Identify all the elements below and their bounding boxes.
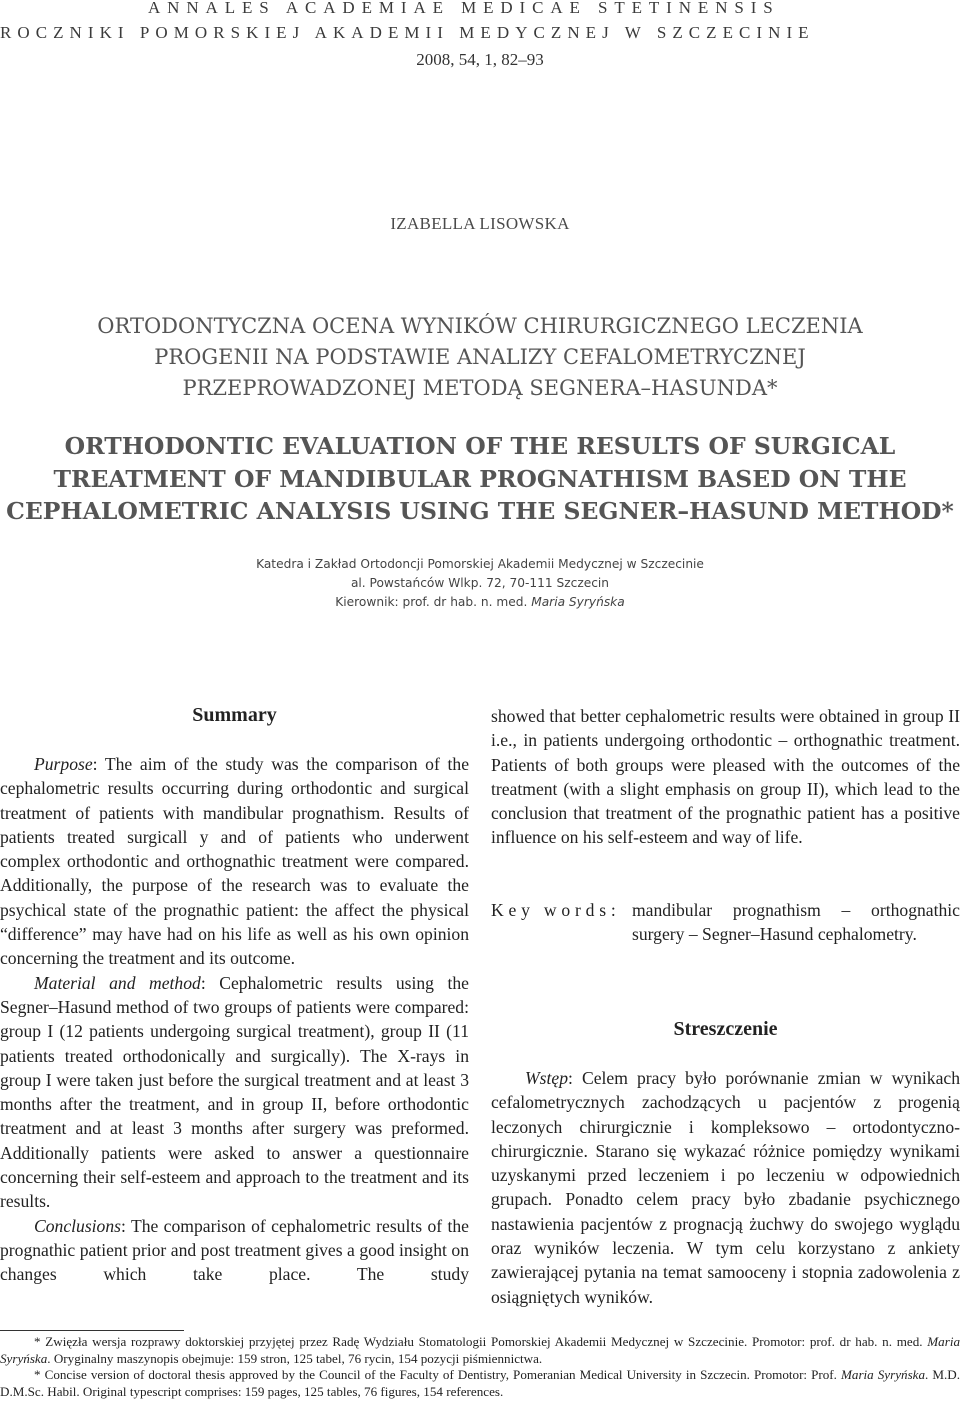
streszczenie-heading: Streszczenie xyxy=(673,1018,778,1040)
method-label: Material and method xyxy=(34,972,201,993)
footnote-rule xyxy=(0,1330,184,1331)
footnote-pl-promotor: Maria Syryńska xyxy=(0,1334,960,1366)
keywords-label: Key words: xyxy=(491,900,621,920)
conclusions-label: Conclusions xyxy=(34,1215,121,1236)
title-pl-line-2: PROGENII NA PODSTAWIE ANALIZY CEFALOMETRYCZNEJ xyxy=(154,345,806,369)
footnotes xyxy=(0,1334,960,1401)
affiliation-address: al. Powstańców Wlkp. 72, 70-111 Szczecin xyxy=(350,576,610,590)
keywords-block xyxy=(491,898,960,947)
title-pl-line-3: PRZEPROWADZONEJ METODĄ SEGNERA–HASUNDA* xyxy=(182,376,778,400)
affiliation-head-name: Maria Syryńska xyxy=(531,595,625,609)
streszczenie-label: Wstęp xyxy=(525,1068,568,1088)
keywords-text: mandibular prognathism – orthognathic surgery – Segner–Hasund cephalometry. xyxy=(632,900,960,945)
footnote-pl-text-a: * Zwięzła wersja rozprawy doktorskiej przyjętej przez Radę Wydziału Stomatologii Pomorskiej Akademii Medycznej w Szczecinie. Promotor: prof. dr hab. n. med. xyxy=(34,1334,928,1349)
footnote-en-promotor: Maria Syryńska xyxy=(840,1367,926,1383)
affiliation-head-prefix: Kierownik: prof. dr hab. n. med. xyxy=(335,595,532,609)
streszczenie-paragraph xyxy=(491,1066,960,1309)
footnote-polish xyxy=(0,1334,960,1367)
purpose-paragraph xyxy=(0,752,469,971)
title-en-line-3: CEPHALOMETRIC ANALYSIS USING THE SEGNER–HASUND METHOD* xyxy=(6,497,954,525)
title-en-line-1: ORTHODONTIC EVALUATION OF THE RESULTS OF SURGICAL xyxy=(64,432,896,460)
streszczenie-text: : Celem pracy było porównanie zmian w wynikach cefalometrycznych zachodzących u pacjentów z progenią leczonych chirurgicznie i kompleksowo – ortodontyczno-chirurgicznie. Starano się wykazać różnice pomiędzy wynikami uzyskanymi przed leczeniem i po leczeniu w odpowiednich grupach. Ponadto celem pracy było zbadanie psychicznego nastawienia pacjentów z prognacją żuchwy do swojego wyglądu oraz wyników leczenia. W tym celu korzystano z ankiety zawierającej pytania na temat samooceny i stopnia zadowolenia z osiągniętych wyników. xyxy=(491,1068,960,1307)
author-name: IZABELLA LISOWSKA xyxy=(390,214,570,233)
title-pl-line-1: ORTODONTYCZNA OCENA WYNIKÓW CHIRURGICZNEGO LECZENIA xyxy=(97,314,863,338)
purpose-label: Purpose xyxy=(34,754,93,774)
affiliation-head xyxy=(0,595,960,609)
affiliation-department: Katedra i Zakład Ortodoncji Pomorskiej Akademii Medycznej w Szczecinie xyxy=(256,557,704,571)
conclusions-text: : The comparison of cephalometric results of the prognathic patient prior and post treatment gives a good insight on changes which take place. The study xyxy=(0,1215,469,1285)
journal-name-latin: ANNALES ACADEMIAE MEDICAE STETINENSIS xyxy=(148,0,780,17)
conclusions-paragraph xyxy=(0,1214,469,1287)
streszczenie-block xyxy=(491,1066,960,1309)
summary-heading: Summary xyxy=(192,704,277,726)
purpose-text: : The aim of the study was the comparison of the cephalometric results occurring during orthodontic and surgical treatment of patients with mandibular prognathism. Results of patients treated surgicall y and of patients who underwent complex orthodontic and orthognathic treatment were compared. Additionally, the purpose of the research was to evaluate the psychical state of the prognathic patient: the affect the physical “difference” may have had on his life as well as his own opinion concerning the treatment and its outcome. xyxy=(0,754,469,969)
title-en-line-2: TREATMENT OF MANDIBULAR PROGNATHISM BASED ON THE xyxy=(53,465,907,493)
method-paragraph xyxy=(0,971,469,1214)
summary-left-column xyxy=(0,752,469,1287)
footnote-pl-text-b: . Oryginalny maszynopis obejmuje: 159 stron, 125 tabel, 76 rycin, 154 pozycji piśmiennictwa. xyxy=(47,1350,543,1366)
issue-citation: 2008, 54, 1, 82–93 xyxy=(416,50,544,69)
footnote-en-text-b: . M.D. D.M.Sc. Habil. Original typescript comprises: 159 pages, 125 tables, 76 figures, 154 references. xyxy=(0,1367,960,1400)
summary-continued-paragraph: showed that better cephalometric results were obtained in group II i.e., in patients undergoing orthodontic – orthognathic treatment. Patients of both groups were pleased with the outcomes of the treatment (with a slight emphasis on group II), which lead to the conclusion that treatment of the prognathic patient has a positive influence on his self-esteem and way of life. xyxy=(491,706,960,848)
journal-name-polish: ROCZNIKI POMORSKIEJ AKADEMII MEDYCZNEJ W SZCZECINIE xyxy=(0,23,815,42)
summary-continued xyxy=(491,704,960,850)
method-text: : Cephalometric results using the Segner–Hasund method of two groups of patients were compared: group I (12 patients undergoing surgical treatment), group II (11 patients treated orthodonically and surgically). The X-rays in group I were taken just before the surgical treatment and at least 3 months after the treatment, and in group II, before orthodontic treatment and at least 3 months after surgery was preformed. Additionally patients were asked to answer a questionnaire concerning their self-esteem and approach to the treatment and its results. xyxy=(0,972,469,1212)
footnote-en-text-a: * Concise version of doctoral thesis approved by the Council of the Faculty of Dentistry, Pomeranian Medical University in Szczecin. Promotor: Prof. xyxy=(34,1367,841,1383)
footnote-english xyxy=(0,1367,960,1400)
